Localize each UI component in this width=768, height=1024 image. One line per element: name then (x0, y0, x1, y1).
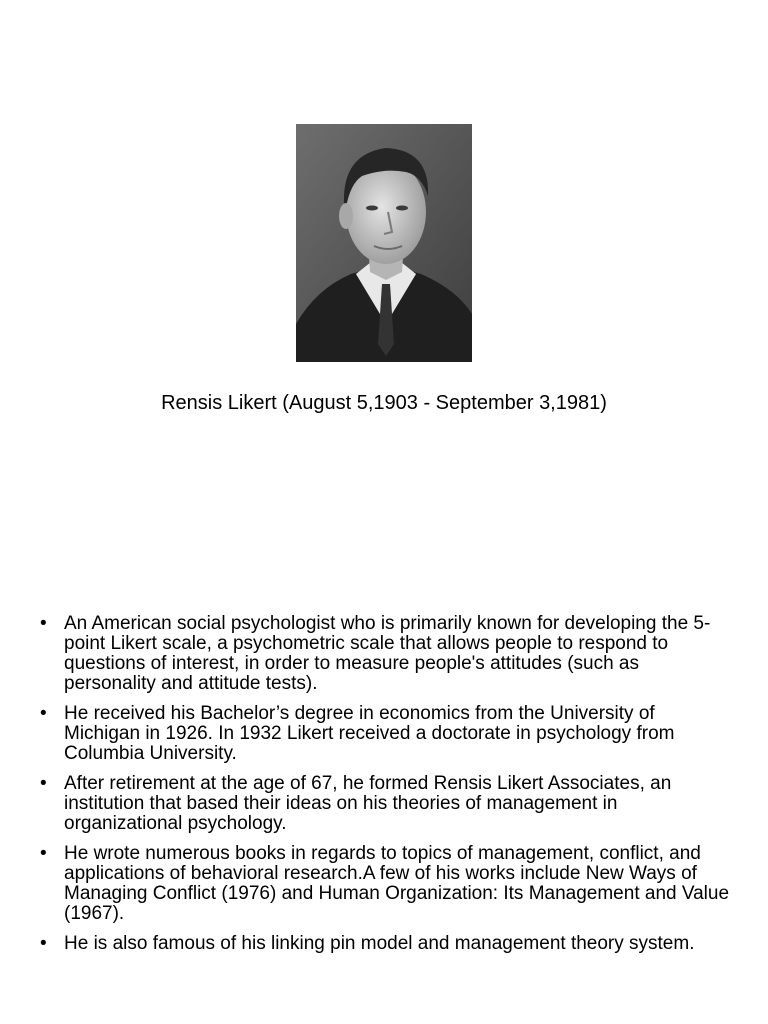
bullet-marker: • (40, 843, 47, 864)
bullet-list (40, 614, 730, 964)
portrait-image (296, 124, 472, 362)
list-item (40, 844, 730, 924)
bullet-marker: • (40, 773, 47, 794)
bullet-marker: • (40, 933, 47, 954)
list-item (40, 614, 730, 694)
list-item-text: He is also famous of his linking pin model and management theory system. (64, 933, 695, 954)
list-item-text: After retirement at the age of 67, he formed Rensis Likert Associates, an institution that based their ideas on his theories of management in organizational psychology. (64, 773, 672, 834)
portrait-caption: Rensis Likert (August 5,1903 - September 3,1981) (161, 392, 607, 414)
list-item-text: He received his Bachelor’s degree in economics from the University of Michigan in 1926. In 1932 Likert received a doctorate in psychology from Columbia University. (64, 703, 675, 764)
list-item (40, 774, 730, 834)
portrait-photo (296, 124, 472, 362)
list-item-text: He wrote numerous books in regards to topics of management, conflict, and applications of behavioral research.A few of his works include New Ways of Managing Conflict (1976) and Human Organization: Its Management and Value (1967). (64, 843, 730, 924)
list-item (40, 934, 730, 954)
list-item (40, 704, 730, 764)
bullet-marker: • (40, 703, 47, 724)
bullet-marker: • (40, 613, 47, 634)
list-item-text: An American social psychologist who is primarily known for developing the 5-point Likert scale, a psychometric scale that allows people to respond to questions of interest, in order to measure people's attitudes (such as personality and attitude tests). (64, 613, 711, 694)
